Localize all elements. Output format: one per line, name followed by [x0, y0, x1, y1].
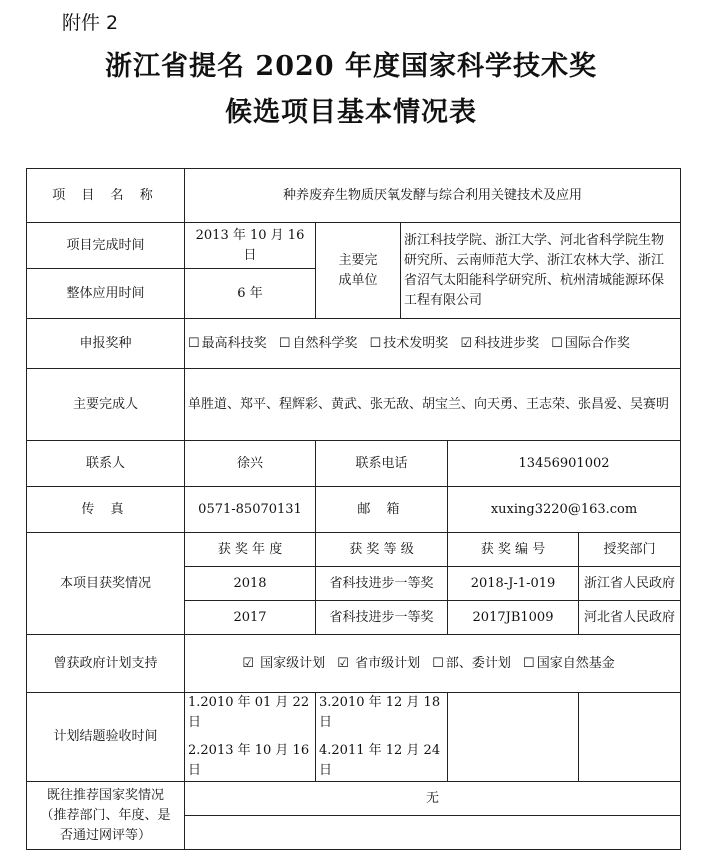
- awards-label: 本项目获奖情况: [27, 533, 185, 635]
- acceptance-date: 1.2010 年 01 月 22 日: [188, 695, 310, 730]
- award-option-highest[interactable]: ☐ 最高科技奖: [188, 335, 267, 351]
- project-name-label: 项 目 名 称: [27, 169, 185, 223]
- main-persons-value: 单胜道、郑平、程辉彩、黄武、张无敌、胡宝兰、向天勇、王志荣、张昌爱、吴赛明: [185, 369, 681, 441]
- award-level: 省科技进步一等奖: [316, 567, 448, 601]
- awards-header-level: 获 奖 等 级: [316, 533, 448, 567]
- acceptance-label: 计划结题验收时间: [27, 693, 185, 782]
- award-option-progress[interactable]: ☑ 科技进步奖: [460, 335, 540, 351]
- awards-header-year: 获 奖 年 度: [185, 533, 316, 567]
- award-department: 河北省人民政府: [579, 601, 681, 635]
- awards-header-department: 授奖部门: [579, 533, 681, 567]
- acceptance-col-1: [185, 693, 316, 782]
- checkbox-icon: ☐: [551, 335, 563, 351]
- email-label: 邮 箱: [316, 487, 448, 533]
- checkbox-checked-icon: ☑: [460, 335, 473, 351]
- acceptance-date: 3.2010 年 12 月 18 日: [319, 695, 441, 730]
- completion-time-label: 项目完成时间: [27, 223, 185, 269]
- acceptance-col-2: [316, 693, 448, 782]
- award-number: 2017JB1009: [448, 601, 579, 635]
- row-awards-header: [27, 533, 681, 567]
- support-option-nsf[interactable]: ☐ 国家自然基金: [523, 655, 615, 671]
- award-year: 2017: [185, 601, 316, 635]
- award-option-international[interactable]: ☐ 国际合作奖: [551, 335, 630, 351]
- phone-value: 13456901002: [448, 441, 681, 487]
- prev-recommend-cell: [185, 782, 681, 850]
- attachment-number: 附件 2: [62, 12, 119, 34]
- checkbox-icon: ☐: [369, 335, 382, 351]
- checkbox-checked-icon: ☑: [242, 655, 254, 671]
- row-completion-time: [27, 223, 681, 269]
- apply-time-label: 整体应用时间: [27, 269, 185, 319]
- support-option-ministry[interactable]: ☐ 部、委计划: [432, 655, 511, 671]
- acceptance-date: 4.2011 年 12 月 24 日: [319, 743, 441, 778]
- row-acceptance: [27, 693, 681, 782]
- award-option-natural[interactable]: ☐ 自然科学奖: [278, 335, 358, 351]
- prev-recommend-label: 既往推荐国家奖情况 （推荐部门、年度、是 否通过网评等）: [27, 782, 185, 850]
- row-project-name: [27, 169, 681, 223]
- row-contact: [27, 441, 681, 487]
- award-number: 2018-J-1-019: [448, 567, 579, 601]
- acceptance-date: 2.2013 年 10 月 16 日: [188, 743, 310, 778]
- award-option-invention[interactable]: ☐ 技术发明奖: [369, 335, 449, 351]
- page-title: 浙江省提名 2020 年度国家科学技术奖: [105, 51, 597, 82]
- award-department: 浙江省人民政府: [579, 567, 681, 601]
- row-prev-recommend: [27, 782, 681, 850]
- support-option-national[interactable]: ☑ 国家级计划: [242, 655, 326, 671]
- apply-time-value: 6 年: [185, 269, 316, 319]
- row-award-type: [27, 319, 681, 369]
- fax-value: 0571-85070131: [185, 487, 316, 533]
- prev-recommend-blank: [185, 816, 680, 849]
- award-type-options: [185, 319, 681, 369]
- award-year: 2018: [185, 567, 316, 601]
- contact-label: 联系人: [27, 441, 185, 487]
- checkbox-checked-icon: ☑: [337, 655, 349, 671]
- checkbox-icon: ☐: [278, 335, 291, 351]
- row-main-persons: [27, 369, 681, 441]
- page-subtitle: 候选项目基本情况表: [225, 97, 477, 128]
- checkbox-icon: ☐: [432, 655, 444, 671]
- contact-value: 徐兴: [185, 441, 316, 487]
- project-name-value: 种养废弃生物质厌氧发酵与综合利用关键技术及应用: [185, 169, 681, 223]
- fax-label: 传 真: [27, 487, 185, 533]
- acceptance-col-3: [448, 693, 579, 782]
- checkbox-icon: ☐: [523, 655, 535, 671]
- support-option-provincial[interactable]: ☑ 省市级计划: [337, 655, 421, 671]
- gov-support-label: 曾获政府计划支持: [27, 635, 185, 693]
- main-persons-label: 主要完成人: [27, 369, 185, 441]
- checkbox-icon: ☐: [188, 335, 200, 351]
- prev-recommend-value: 无: [185, 782, 680, 816]
- email-value: xuxing3220@163.com: [448, 487, 681, 533]
- completion-time-value: 2013 年 10 月 16 日: [185, 223, 316, 269]
- row-gov-support: [27, 635, 681, 693]
- main-units-value: 浙江科技学院、浙江大学、河北省科学院生物研究所、云南师范大学、浙江农林大学、浙江省沼气太阳能科学研究所、杭州清城能源环保工程有限公司: [401, 223, 681, 319]
- gov-support-options: [185, 635, 681, 693]
- awards-header-number: 获 奖 编 号: [448, 533, 579, 567]
- row-fax-email: [27, 487, 681, 533]
- award-type-label: 申报奖种: [27, 319, 185, 369]
- phone-label: 联系电话: [316, 441, 448, 487]
- main-units-label: 主要完 成单位: [316, 223, 401, 319]
- award-level: 省科技进步一等奖: [316, 601, 448, 635]
- project-info-table: [26, 168, 681, 850]
- acceptance-col-4: [579, 693, 681, 782]
